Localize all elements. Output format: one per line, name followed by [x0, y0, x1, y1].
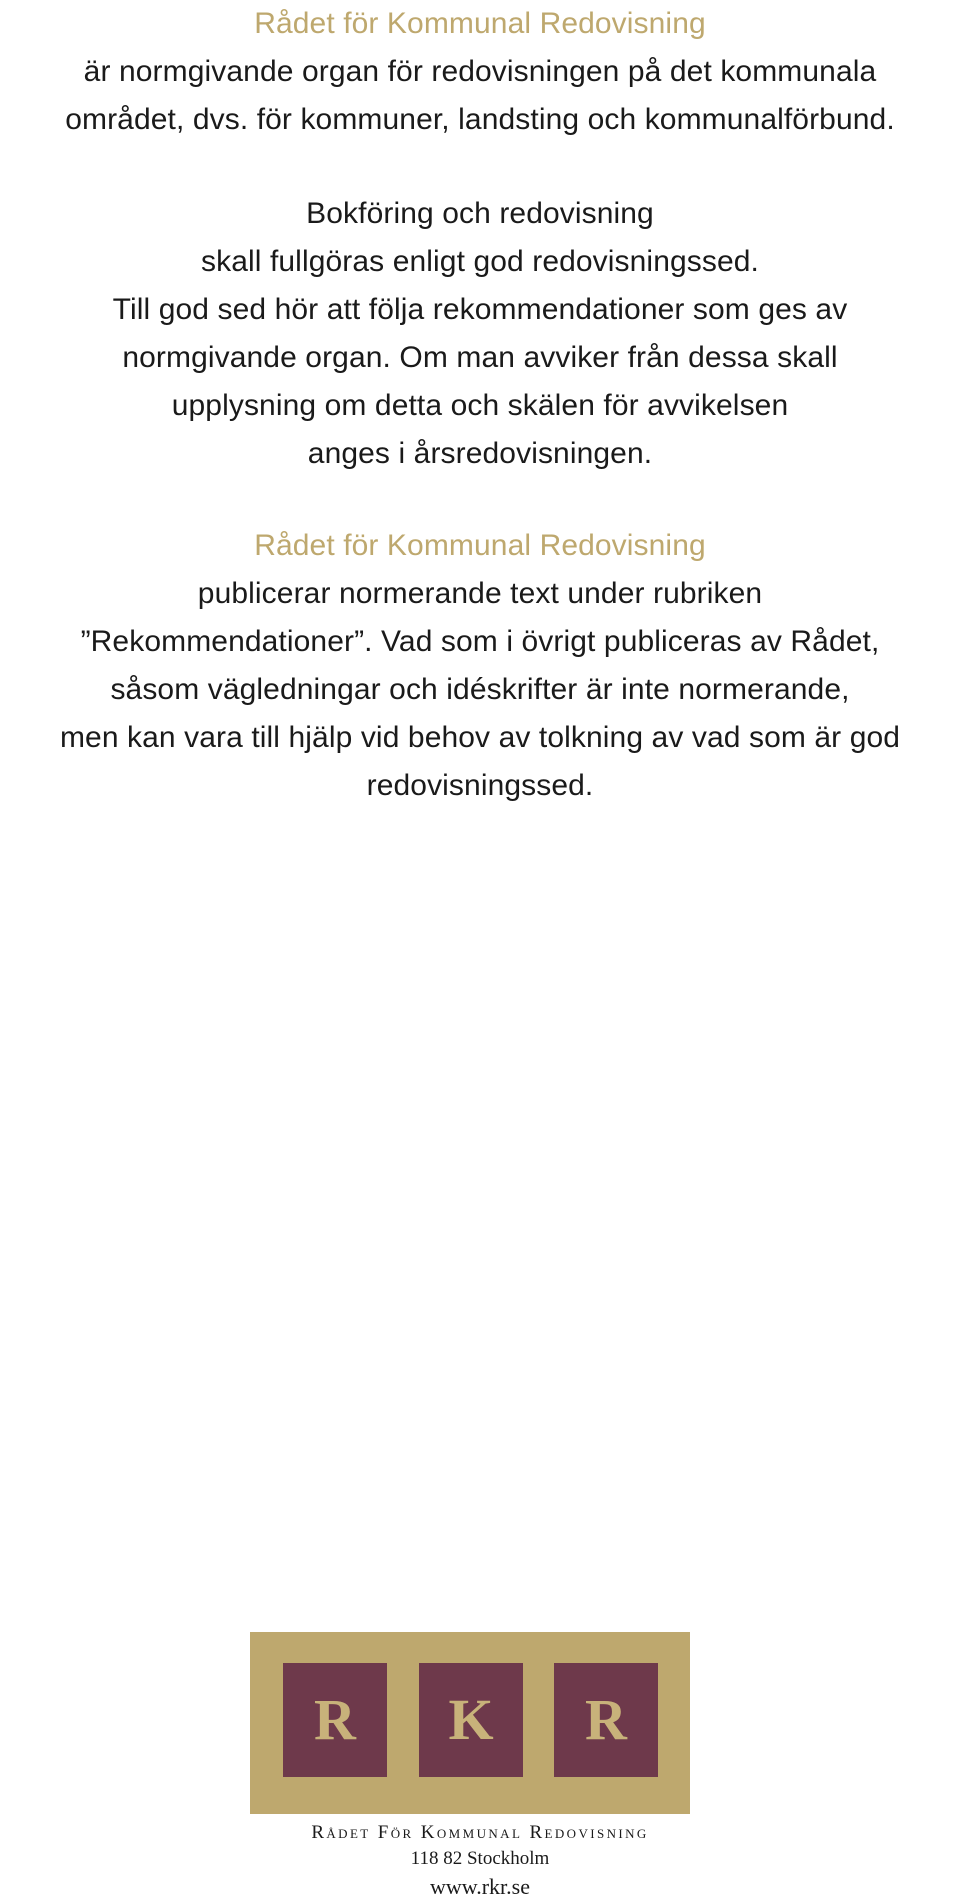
publication-line: men kan vara till hjälp vid behov av tolkning av vad som är god: [59, 721, 901, 754]
intro-heading: Rådet för Kommunal Redovisning: [254, 7, 706, 40]
publication-heading: Rådet för Kommunal Redovisning: [254, 529, 706, 562]
publication-block: [0, 522, 960, 810]
bookkeeping-block: [0, 190, 960, 478]
publication-line: publicerar normerande text under rubriken: [197, 577, 763, 610]
publication-line: ”Rekommendationer”. Vad som i övrigt publiceras av Rådet,: [80, 625, 880, 658]
intro-block: [0, 0, 960, 144]
footer-website-link[interactable]: www.rkr.se: [430, 1874, 530, 1899]
footer-org-name: Rådet För Kommunal Redovisning: [311, 1822, 649, 1843]
bookkeeping-line: Till god sed hör att följa rekommendationer som ges av: [112, 293, 848, 326]
logo-letter-box: K: [419, 1663, 523, 1777]
bookkeeping-line: anges i årsredovisningen.: [307, 437, 653, 470]
bookkeeping-line: normgivande organ. Om man avviker från dessa skall: [122, 341, 838, 374]
bookkeeping-line: upplysning om detta och skälen för avvikelsen: [171, 389, 789, 422]
publication-line: redovisningssed.: [366, 769, 594, 802]
rkr-logo: [250, 1632, 690, 1814]
publication-line: såsom vägledningar och idéskrifter är inte normerande,: [110, 673, 850, 706]
footer-address: 118 82 Stockholm: [410, 1848, 550, 1869]
intro-line: är normgivande organ för redovisningen på det kommunala: [83, 55, 877, 88]
bookkeeping-line: skall fullgöras enligt god redovisningssed.: [201, 245, 759, 278]
intro-line: området, dvs. för kommuner, landsting och kommunalförbund.: [65, 103, 895, 136]
bookkeeping-line: Bokföring och redovisning: [306, 197, 654, 230]
logo-letter-box: R: [283, 1663, 387, 1777]
logo-letter-box: R: [554, 1663, 658, 1777]
